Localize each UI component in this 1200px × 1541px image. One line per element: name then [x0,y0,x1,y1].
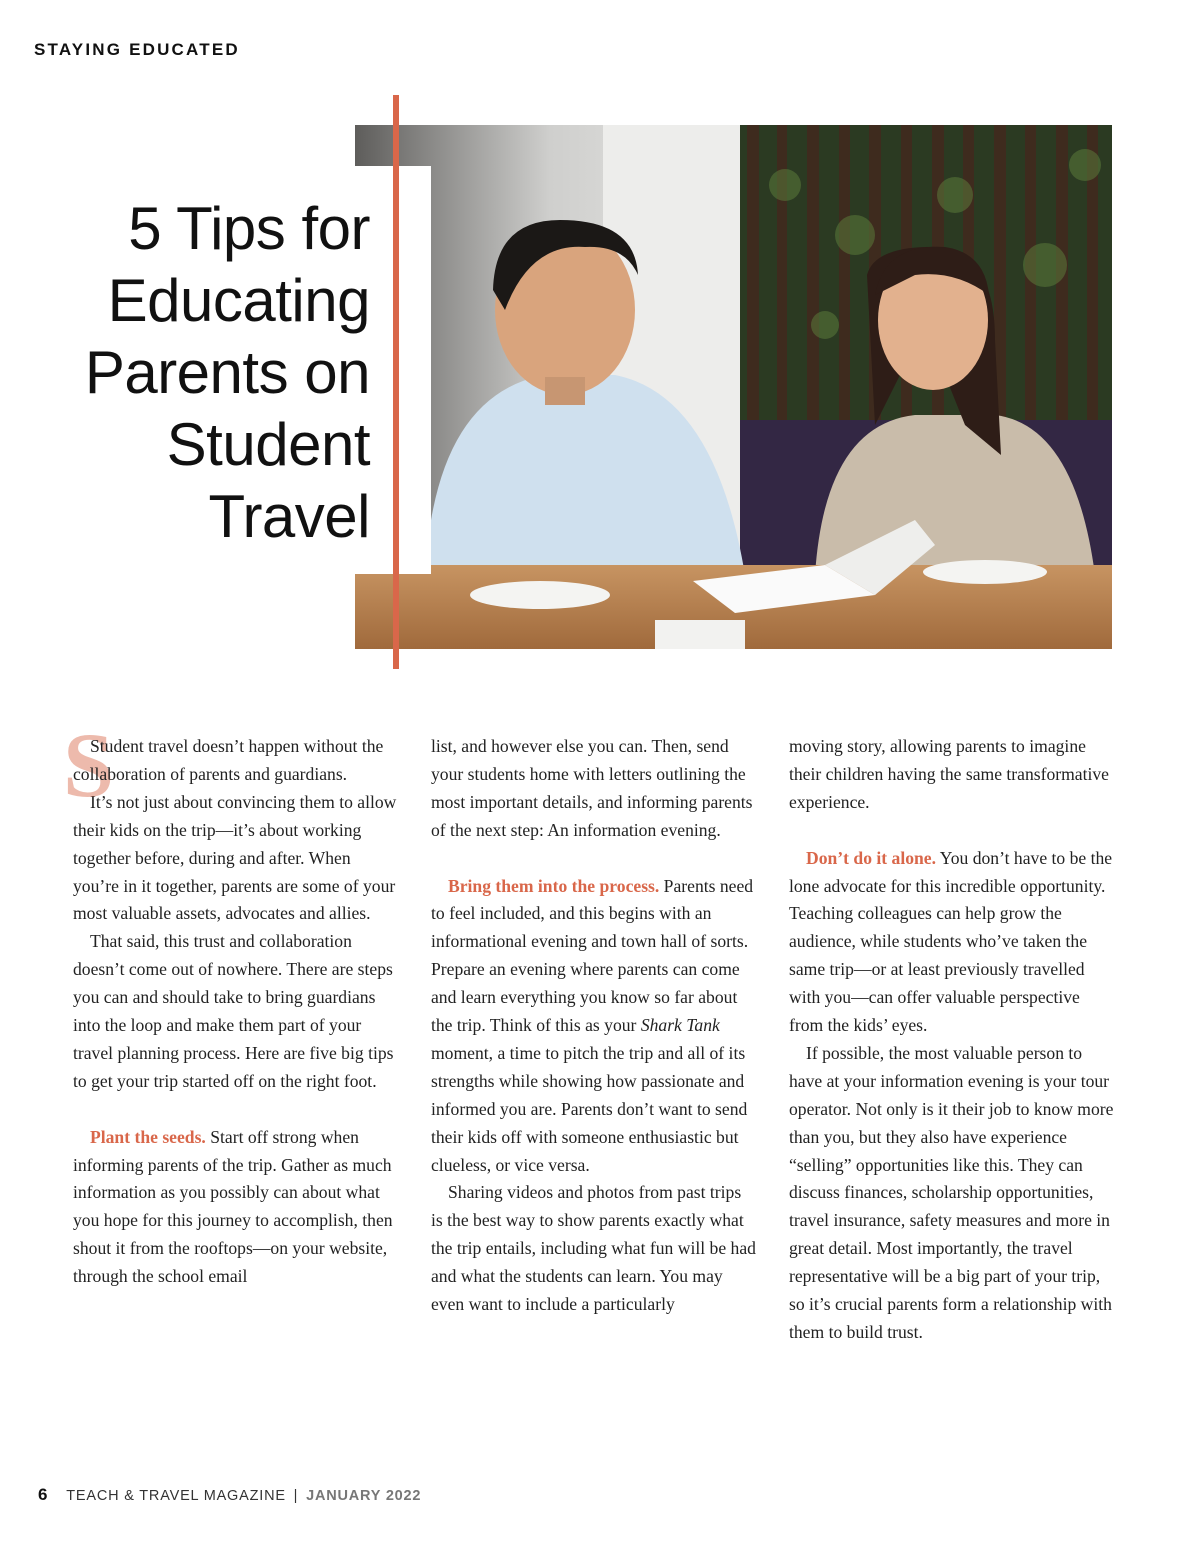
drop-cap: S [63,714,115,816]
title-line: Educating [107,267,370,334]
section-label: STAYING EDUCATED [34,40,240,59]
article-column-2 [431,733,757,1319]
tip-paragraph [73,1124,399,1291]
accent-bar [393,95,399,669]
tip-text-italic: Shark Tank [640,1015,720,1036]
body-paragraph: That said, this trust and collaboration doesn’t come out of nowhere. There are steps you can and should take to bring guardians into the loop and make them part of your travel planning process. Here are five big tips to get your trip started off on the right foot. [73,931,394,1091]
tip-paragraph [431,873,757,1180]
tip-heading: Bring them into the process. [448,875,660,896]
hero-photo [355,125,1112,649]
article-column-3 [789,733,1115,1347]
article-column-1 [63,714,399,1291]
tip-paragraph [789,845,1115,1040]
body-paragraph: Sharing videos and photos from past trips is the best way to show parents exactly what the trip entails, including what fun will be had and what the students can learn. You may even want to include a particularly [431,1182,756,1315]
body-paragraph: It’s not just about convincing them to allow their kids on the trip—it’s about working together before, during and after. When you’re in it together, parents are some of your most valuable assets, advocates and allies. [73,791,397,924]
tip-text: Start off strong when informing parents of the trip. Gather as much information as you possibly can about what you hope for this journey to accomplish, then shout it from the rooftops—on your website, through the school email [73,1126,393,1287]
hero-photo-illustration [355,125,1112,649]
tip-text: Parents need to feel included, and this begins with an informational evening and town hall of sorts. Prepare an evening where parents can come and learn everything you know so far about the trip. Think of this as your [431,875,754,1036]
footer-separator: | [293,1488,299,1504]
tip-text: You don’t have to be the lone advocate for this incredible opportunity. Teaching colleagues can help grow the audience, while students who’ve taken the same trip—or at least previously travelled with you—can offer valuable perspective from the kids’ eyes. [789,847,1113,1036]
page-number: 6 [38,1485,49,1504]
tip-heading: Plant the seeds. [90,1126,206,1147]
title-line: Travel [208,483,370,550]
title-line: Parents on [84,339,370,406]
body-paragraph: list, and however else you can. Then, send your students home with letters outlining the most important details, and informing parents of the next step: An information evening. [431,736,753,840]
tip-heading: Don’t do it alone. [806,847,937,868]
title-line: Student [166,411,370,478]
body-paragraph: moving story, allowing parents to imagine their children having the same transformative experience. [789,736,1109,812]
page-footer [38,1485,421,1505]
article-title [0,193,370,553]
magazine-name: TEACH & TRAVEL MAGAZINE [66,1488,286,1504]
issue-date: JANUARY 2022 [306,1488,422,1504]
tip-text: moment, a time to pitch the trip and all of its strengths while showing how passionate and informed you are. Parents don’t want to send their kids off with someone enthusiastic but clueless, or vice versa. [431,1042,748,1175]
intro-paragraph: Student travel doesn’t happen without the collaboration of parents and guardians. [73,736,384,784]
title-line: 5 Tips for [128,195,370,262]
body-paragraph: If possible, the most valuable person to have at your information evening is your tour operator. Not only is it their job to know more than you, but they also have experience “selling” opportunities like this. They can discuss finances, scholarship opportunities, travel insurance, safety measures and more in great detail. Most importantly, the travel representative will be a big part of your trip, so it’s crucial parents form a relationship with them to build trust. [789,1042,1114,1343]
